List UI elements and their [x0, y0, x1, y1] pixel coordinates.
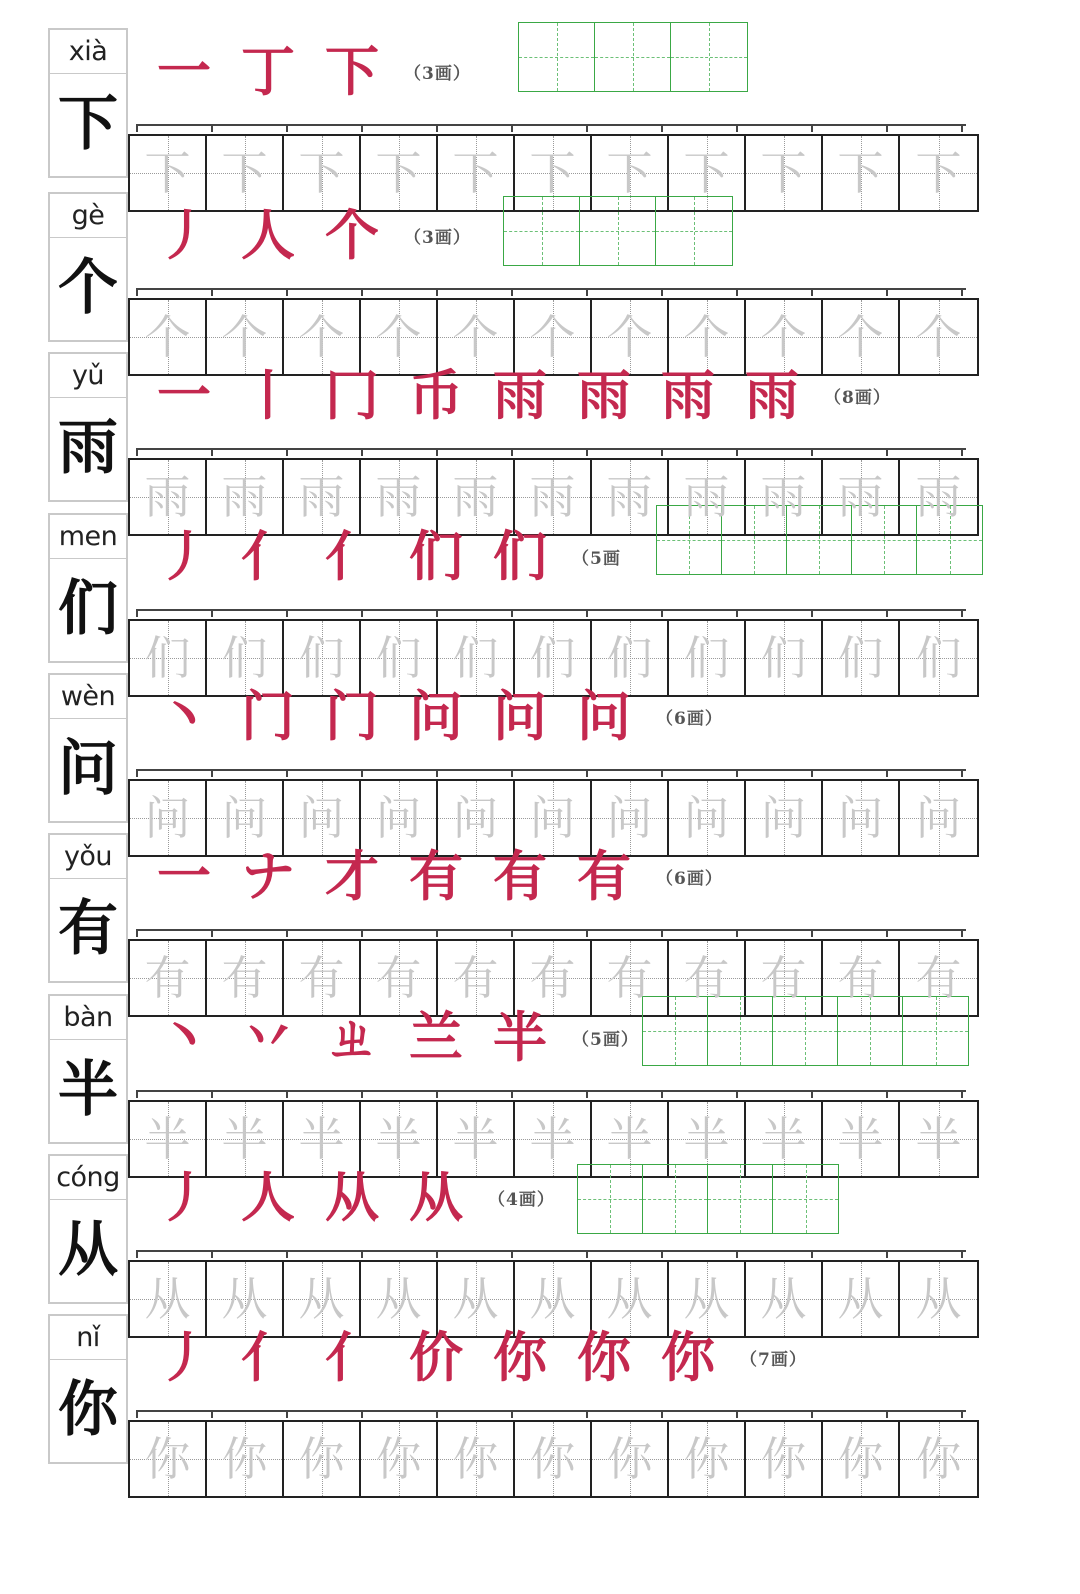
trace-character: 们 [760, 631, 807, 685]
stroke-count: （5画） [572, 1029, 639, 1050]
ruler-line [136, 124, 966, 134]
trace-character: 有 [915, 951, 962, 1005]
ruler-line [136, 1410, 966, 1420]
trace-character: 雨 [375, 470, 422, 524]
ruler-line [136, 1090, 966, 1100]
stroke-step: 从 [409, 1165, 463, 1229]
stroke-step: 冂 [325, 363, 379, 427]
trace-character: 问 [915, 791, 962, 845]
model-character: 从 [58, 1215, 118, 1285]
trace-character: 有 [221, 951, 268, 1005]
trace-character: 你 [144, 1432, 191, 1486]
pinyin: nǐ [50, 1316, 126, 1360]
trace-character: 下 [529, 146, 576, 200]
stroke-step: 价 [409, 1325, 463, 1389]
trace-character: 下 [144, 146, 191, 200]
trace-character: 从 [606, 1272, 653, 1326]
trace-character: 们 [606, 631, 653, 685]
tracing-cell[interactable] [746, 1422, 823, 1496]
trace-character: 们 [375, 631, 422, 685]
model-character: 问 [58, 734, 118, 804]
model-character: 雨 [58, 413, 118, 483]
trace-character: 个 [915, 310, 962, 364]
trace-character: 有 [529, 951, 576, 1005]
character-label-box [48, 1314, 128, 1464]
trace-character: 个 [529, 310, 576, 364]
trace-character: 个 [760, 310, 807, 364]
stroke-step: 门 [325, 684, 379, 748]
stroke-step: 兰 [409, 1005, 463, 1069]
trace-character: 半 [375, 1112, 422, 1166]
trace-character: 个 [144, 310, 191, 364]
tracing-cell[interactable] [207, 1422, 284, 1496]
trace-character: 从 [837, 1272, 884, 1326]
stroke-count: （6画） [656, 708, 723, 729]
trace-character: 半 [452, 1112, 499, 1166]
pinyin: bàn [50, 996, 126, 1040]
pinyin: men [50, 515, 126, 559]
stroke-step: 人 [241, 203, 295, 267]
pinyin: yǒu [50, 835, 126, 879]
tracing-grid [128, 458, 979, 536]
character-entry [0, 833, 1080, 1005]
trace-character: 们 [529, 631, 576, 685]
trace-character: 从 [221, 1272, 268, 1326]
model-character: 你 [58, 1375, 118, 1445]
pinyin: xià [50, 30, 126, 74]
trace-character: 雨 [221, 470, 268, 524]
model-character: 下 [58, 89, 118, 159]
pinyin: yǔ [50, 354, 126, 398]
character-label-box [48, 352, 128, 502]
tracing-cell[interactable] [669, 1422, 746, 1496]
trace-character: 问 [760, 791, 807, 845]
stroke-step: 币 [409, 363, 463, 427]
trace-character: 你 [837, 1432, 884, 1486]
trace-character: 个 [452, 310, 499, 364]
stroke-step: 问 [409, 684, 463, 748]
stroke-step: 个 [325, 203, 379, 267]
trace-character: 们 [915, 631, 962, 685]
trace-character: 个 [683, 310, 730, 364]
stroke-count: （3画） [404, 227, 471, 248]
tracing-cell[interactable] [900, 1422, 977, 1496]
trace-character: 下 [452, 146, 499, 200]
trace-character: 半 [915, 1112, 962, 1166]
stroke-count: （7画） [740, 1349, 807, 1370]
ruler-line [136, 288, 966, 298]
trace-character: 雨 [915, 470, 962, 524]
trace-character: 从 [144, 1272, 191, 1326]
tracing-cell[interactable] [361, 1422, 438, 1496]
trace-character: 半 [144, 1112, 191, 1166]
trace-character: 你 [529, 1432, 576, 1486]
trace-character: 有 [837, 951, 884, 1005]
green-cell[interactable] [671, 23, 747, 91]
stroke-step: 一 [157, 844, 211, 908]
stroke-step: 问 [493, 684, 547, 748]
green-cell[interactable] [519, 23, 595, 91]
stroke-step: ナ [241, 844, 295, 908]
stroke-step: 亻 [241, 524, 295, 588]
green-cell[interactable] [595, 23, 671, 91]
stroke-step: 你 [661, 1325, 715, 1389]
stroke-step: 半 [493, 1005, 547, 1069]
trace-character: 从 [375, 1272, 422, 1326]
trace-character: 从 [915, 1272, 962, 1326]
tracing-cell[interactable] [284, 1422, 361, 1496]
stroke-step: 丷 [241, 1005, 295, 1069]
stroke-step: 雨 [577, 363, 631, 427]
tracing-grid [128, 1420, 979, 1498]
model-character: 有 [58, 894, 118, 964]
stroke-step: 雨 [493, 363, 547, 427]
character-label-box [48, 673, 128, 823]
ruler-line [136, 929, 966, 939]
trace-character: 有 [452, 951, 499, 1005]
character-label-box [48, 994, 128, 1144]
trace-character: 问 [529, 791, 576, 845]
trace-character: 从 [760, 1272, 807, 1326]
trace-character: 下 [837, 146, 884, 200]
tracing-cell[interactable] [438, 1422, 515, 1496]
ruler-line [136, 1250, 966, 1260]
practice-box-green[interactable] [518, 22, 748, 92]
character-entry [0, 1154, 1080, 1326]
stroke-step: 你 [577, 1325, 631, 1389]
pinyin: wèn [50, 675, 126, 719]
stroke-step: 才 [325, 844, 379, 908]
trace-character: 半 [221, 1112, 268, 1166]
trace-character: 问 [452, 791, 499, 845]
trace-character: 你 [683, 1432, 730, 1486]
trace-character: 你 [915, 1432, 962, 1486]
stroke-step: 从 [325, 1165, 379, 1229]
tracing-grid [128, 134, 979, 212]
pinyin: cóng [50, 1156, 126, 1200]
trace-character: 雨 [606, 470, 653, 524]
stroke-order [142, 32, 471, 110]
trace-character: 有 [375, 951, 422, 1005]
trace-character: 下 [760, 146, 807, 200]
character-label-box [48, 513, 128, 663]
stroke-step: 亻 [325, 1325, 379, 1389]
character-label-box [48, 1154, 128, 1304]
trace-character: 你 [452, 1432, 499, 1486]
trace-character: 半 [760, 1112, 807, 1166]
trace-character: 你 [221, 1432, 268, 1486]
trace-character: 雨 [529, 470, 576, 524]
tracing-grid [128, 939, 979, 1017]
trace-character: 有 [144, 951, 191, 1005]
stroke-step: 问 [577, 684, 631, 748]
model-character: 们 [58, 574, 118, 644]
trace-character: 半 [529, 1112, 576, 1166]
trace-character: 雨 [837, 470, 884, 524]
trace-character: 有 [606, 951, 653, 1005]
stroke-step: 有 [493, 844, 547, 908]
stroke-step: 雨 [661, 363, 715, 427]
trace-character: 问 [837, 791, 884, 845]
stroke-step: 雨 [745, 363, 799, 427]
trace-character: 们 [144, 631, 191, 685]
trace-character: 雨 [144, 470, 191, 524]
character-entry [0, 994, 1080, 1166]
trace-character: 雨 [683, 470, 730, 524]
trace-character: 有 [298, 951, 345, 1005]
trace-character: 个 [375, 310, 422, 364]
tracing-cell[interactable] [823, 1422, 900, 1496]
tracing-grid [128, 619, 979, 697]
stroke-step: 们 [493, 524, 547, 588]
stroke-step: 一 [157, 363, 211, 427]
trace-character: 你 [298, 1432, 345, 1486]
tracing-cell[interactable] [130, 1422, 207, 1496]
character-label-box [48, 192, 128, 342]
trace-character: 从 [683, 1272, 730, 1326]
character-entry [0, 673, 1080, 845]
trace-character: 半 [683, 1112, 730, 1166]
stroke-step: 丨 [241, 363, 295, 427]
model-character: 个 [58, 253, 118, 323]
tracing-grid [128, 1100, 979, 1178]
trace-character: 们 [683, 631, 730, 685]
stroke-count: （3画） [404, 63, 471, 84]
character-entry [0, 28, 1080, 200]
tracing-cell[interactable] [592, 1422, 669, 1496]
stroke-step: 有 [577, 844, 631, 908]
character-entry [0, 1314, 1080, 1486]
trace-character: 问 [683, 791, 730, 845]
ruler-line [136, 448, 966, 458]
trace-character: 下 [375, 146, 422, 200]
trace-character: 个 [837, 310, 884, 364]
trace-character: 雨 [298, 470, 345, 524]
trace-character: 下 [606, 146, 653, 200]
tracing-cell[interactable] [515, 1422, 592, 1496]
character-entry [0, 192, 1080, 364]
trace-character: 问 [221, 791, 268, 845]
stroke-step: 丶 [157, 1005, 211, 1069]
stroke-step: 亻 [325, 524, 379, 588]
trace-character: 你 [375, 1432, 422, 1486]
trace-character: 下 [683, 146, 730, 200]
trace-character: 们 [221, 631, 268, 685]
stroke-step: 丿 [157, 1325, 211, 1389]
trace-character: 问 [375, 791, 422, 845]
trace-character: 问 [606, 791, 653, 845]
trace-character: 你 [760, 1432, 807, 1486]
pinyin: gè [50, 194, 126, 238]
trace-character: 从 [298, 1272, 345, 1326]
trace-character: 下 [221, 146, 268, 200]
trace-character: 雨 [452, 470, 499, 524]
trace-character: 问 [144, 791, 191, 845]
model-character: 半 [58, 1055, 118, 1125]
stroke-count: （4画） [488, 1189, 555, 1210]
stroke-step: 人 [241, 1165, 295, 1229]
trace-character: 半 [837, 1112, 884, 1166]
trace-character: 下 [915, 146, 962, 200]
stroke-step: 亻 [241, 1325, 295, 1389]
stroke-step: 丿 [157, 1165, 211, 1229]
trace-character: 个 [606, 310, 653, 364]
trace-character: 从 [529, 1272, 576, 1326]
trace-character: 问 [298, 791, 345, 845]
ruler-line [136, 609, 966, 619]
trace-character: 雨 [760, 470, 807, 524]
character-label-box [48, 833, 128, 983]
stroke-step: 门 [241, 684, 295, 748]
trace-character: 你 [606, 1432, 653, 1486]
stroke-count: （5画 [572, 548, 621, 569]
tracing-grid [128, 298, 979, 376]
stroke-step: 丶 [157, 684, 211, 748]
stroke-step: 你 [493, 1325, 547, 1389]
trace-character: 个 [221, 310, 268, 364]
stroke-count: （8画） [824, 387, 891, 408]
trace-character: 有 [760, 951, 807, 1005]
stroke-step: 丿 [157, 203, 211, 267]
stroke-step: ㄓ [325, 1005, 379, 1069]
trace-character: 们 [452, 631, 499, 685]
trace-character: 从 [452, 1272, 499, 1326]
trace-character: 们 [298, 631, 345, 685]
tracing-grid [128, 1260, 979, 1338]
stroke-step: 丁 [241, 39, 295, 103]
ruler-line [136, 769, 966, 779]
stroke-count: （6画） [656, 868, 723, 889]
trace-character: 有 [683, 951, 730, 1005]
stroke-step: 一 [157, 39, 211, 103]
character-label-box [48, 28, 128, 178]
trace-character: 半 [606, 1112, 653, 1166]
trace-character: 下 [298, 146, 345, 200]
character-entry [0, 513, 1080, 685]
stroke-step: 们 [409, 524, 463, 588]
stroke-step: 丿 [157, 524, 211, 588]
tracing-grid [128, 779, 979, 857]
character-entry [0, 352, 1080, 524]
stroke-step: 有 [409, 844, 463, 908]
trace-character: 半 [298, 1112, 345, 1166]
trace-character: 们 [837, 631, 884, 685]
stroke-step: 下 [325, 39, 379, 103]
trace-character: 个 [298, 310, 345, 364]
